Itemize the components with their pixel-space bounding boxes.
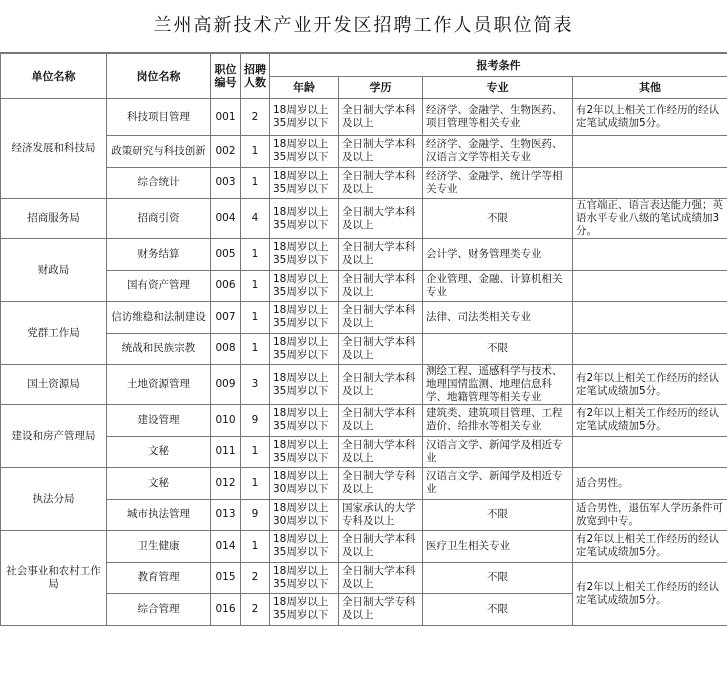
- table-row: [1, 468, 727, 500]
- major-cell: 汉语言文学、新闻学及相近专业: [423, 468, 573, 500]
- education-cell: 全日制大学本科及以上: [339, 136, 423, 168]
- age-cell: 18周岁以上35周岁以下: [270, 270, 339, 302]
- education-cell: 全日制大学本科及以上: [339, 167, 423, 199]
- education-cell: 国家承认的大学专科及以上: [339, 499, 423, 531]
- count-cell: 1: [241, 302, 270, 334]
- education-cell: 全日制大学本科及以上: [339, 562, 423, 594]
- position-cell: 政策研究与科技创新: [107, 136, 211, 168]
- major-cell: 医疗卫生相关专业: [423, 531, 573, 563]
- count-cell: 2: [241, 594, 270, 626]
- education-cell: 全日制大学本科及以上: [339, 99, 423, 136]
- other-cell: [573, 167, 727, 199]
- unit-name-cell: 财政局: [1, 239, 107, 302]
- major-cell: 经济学、金融学、统计学等相关专业: [423, 167, 573, 199]
- other-cell: 适合男性，退伍军人学历条件可放宽到中专。: [573, 499, 727, 531]
- table-row: [1, 239, 727, 271]
- major-cell: 企业管理、金融、计算机相关专业: [423, 270, 573, 302]
- code-cell: 014: [211, 531, 241, 563]
- age-cell: 18周岁以上35周岁以下: [270, 531, 339, 563]
- other-cell: [573, 302, 727, 334]
- header-conditions: 报考条件: [270, 54, 727, 77]
- education-cell: 全日制大学本科及以上: [339, 405, 423, 437]
- major-cell: 不限: [423, 499, 573, 531]
- major-cell: 不限: [423, 199, 573, 239]
- major-cell: 法律、司法类相关专业: [423, 302, 573, 334]
- count-cell: 2: [241, 99, 270, 136]
- code-cell: 010: [211, 405, 241, 437]
- unit-name-cell: 社会事业和农村工作局: [1, 531, 107, 626]
- header-count: 招聘人数: [241, 54, 270, 99]
- major-cell: 会计学、财务管理类专业: [423, 239, 573, 271]
- unit-name-cell: 建设和房产管理局: [1, 405, 107, 468]
- position-cell: 城市执法管理: [107, 499, 211, 531]
- count-cell: 9: [241, 499, 270, 531]
- other-cell: [573, 436, 727, 468]
- code-cell: 003: [211, 167, 241, 199]
- education-cell: 全日制大学专科及以上: [339, 594, 423, 626]
- position-cell: 文秘: [107, 468, 211, 500]
- age-cell: 18周岁以上35周岁以下: [270, 562, 339, 594]
- code-cell: 001: [211, 99, 241, 136]
- count-cell: 1: [241, 270, 270, 302]
- education-cell: 全日制大学本科及以上: [339, 436, 423, 468]
- education-cell: 全日制大学本科及以上: [339, 239, 423, 271]
- other-cell: 有2年以上相关工作经历的经认定笔试成绩加5分。: [573, 531, 727, 563]
- position-cell: 财务结算: [107, 239, 211, 271]
- count-cell: 1: [241, 167, 270, 199]
- other-cell: 有2年以上相关工作经历的经认定笔试成绩加5分。: [573, 99, 727, 136]
- position-cell: 信访维稳和法制建设: [107, 302, 211, 334]
- position-cell: 统战和民族宗教: [107, 333, 211, 365]
- count-cell: 1: [241, 531, 270, 563]
- other-cell: 有2年以上相关工作经历的经认定笔试成绩加5分。: [573, 365, 727, 405]
- major-cell: 经济学、金融学、生物医药、汉语言文学等相关专业: [423, 136, 573, 168]
- education-cell: 全日制大学本科及以上: [339, 270, 423, 302]
- table-row: [1, 365, 727, 405]
- unit-name-cell: 执法分局: [1, 468, 107, 531]
- position-cell: 招商引资: [107, 199, 211, 239]
- other-cell: [573, 136, 727, 168]
- position-cell: 建设管理: [107, 405, 211, 437]
- table-row: [1, 302, 727, 334]
- count-cell: 1: [241, 333, 270, 365]
- age-cell: 18周岁以上30周岁以下: [270, 499, 339, 531]
- code-cell: 002: [211, 136, 241, 168]
- age-cell: 18周岁以上35周岁以下: [270, 302, 339, 334]
- position-cell: 科技项目管理: [107, 99, 211, 136]
- count-cell: 3: [241, 365, 270, 405]
- age-cell: 18周岁以上35周岁以下: [270, 594, 339, 626]
- other-cell: [573, 333, 727, 365]
- count-cell: 2: [241, 562, 270, 594]
- position-cell: 综合管理: [107, 594, 211, 626]
- count-cell: 4: [241, 199, 270, 239]
- code-cell: 008: [211, 333, 241, 365]
- age-cell: 18周岁以上35周岁以下: [270, 365, 339, 405]
- count-cell: 1: [241, 136, 270, 168]
- age-cell: 18周岁以上35周岁以下: [270, 99, 339, 136]
- code-cell: 005: [211, 239, 241, 271]
- other-cell: 有2年以上相关工作经历的经认定笔试成绩加5分。: [573, 562, 727, 625]
- header-code: 职位编号: [211, 54, 241, 99]
- code-cell: 007: [211, 302, 241, 334]
- major-cell: 经济学、金融学、生物医药、项目管理等相关专业: [423, 99, 573, 136]
- code-cell: 016: [211, 594, 241, 626]
- unit-name-cell: 国土资源局: [1, 365, 107, 405]
- table-row: [1, 562, 727, 594]
- table-row: [1, 499, 727, 531]
- position-cell: 卫生健康: [107, 531, 211, 563]
- table-row: [1, 531, 727, 563]
- major-cell: 汉语言文学、新闻学及相近专业: [423, 436, 573, 468]
- education-cell: 全日制大学本科及以上: [339, 199, 423, 239]
- position-cell: 国有资产管理: [107, 270, 211, 302]
- unit-name-cell: 招商服务局: [1, 199, 107, 239]
- age-cell: 18周岁以上35周岁以下: [270, 199, 339, 239]
- code-cell: 011: [211, 436, 241, 468]
- page-title: 兰州高新技术产业开发区招聘工作人员职位简表: [0, 0, 727, 53]
- count-cell: 1: [241, 436, 270, 468]
- count-cell: 1: [241, 468, 270, 500]
- education-cell: 全日制大学本科及以上: [339, 302, 423, 334]
- age-cell: 18周岁以上35周岁以下: [270, 239, 339, 271]
- code-cell: 009: [211, 365, 241, 405]
- education-cell: 全日制大学专科及以上: [339, 468, 423, 500]
- major-cell: 不限: [423, 333, 573, 365]
- age-cell: 18周岁以上35周岁以下: [270, 167, 339, 199]
- header-age: 年龄: [270, 77, 339, 99]
- header-other: 其他: [573, 77, 727, 99]
- table-row: [1, 436, 727, 468]
- age-cell: 18周岁以上35周岁以下: [270, 333, 339, 365]
- education-cell: 全日制大学本科及以上: [339, 365, 423, 405]
- header-position: 岗位名称: [107, 54, 211, 99]
- other-cell: [573, 270, 727, 302]
- unit-name-cell: 经济发展和科技局: [1, 99, 107, 199]
- major-cell: 测绘工程、遥感科学与技术、地理国情监测、地理信息科学、地籍管理等相关专业: [423, 365, 573, 405]
- code-cell: 012: [211, 468, 241, 500]
- position-cell: 文秘: [107, 436, 211, 468]
- code-cell: 013: [211, 499, 241, 531]
- major-cell: 不限: [423, 562, 573, 594]
- age-cell: 18周岁以上35周岁以下: [270, 436, 339, 468]
- other-cell: 五官端正、语言表达能力强；英语水平专业八级的笔试成绩加3分。: [573, 199, 727, 239]
- code-cell: 015: [211, 562, 241, 594]
- other-cell: [573, 239, 727, 271]
- major-cell: 建筑类、建筑项目管理、工程造价、给排水等相关专业: [423, 405, 573, 437]
- code-cell: 006: [211, 270, 241, 302]
- table-row: [1, 136, 727, 168]
- unit-name-cell: 党群工作局: [1, 302, 107, 365]
- count-cell: 1: [241, 239, 270, 271]
- table-row: [1, 199, 727, 239]
- header-education: 学历: [339, 77, 423, 99]
- header-unit: 单位名称: [1, 54, 107, 99]
- position-cell: 综合统计: [107, 167, 211, 199]
- code-cell: 004: [211, 199, 241, 239]
- count-cell: 9: [241, 405, 270, 437]
- table-row: [1, 405, 727, 437]
- other-cell: 有2年以上相关工作经历的经认定笔试成绩加5分。: [573, 405, 727, 437]
- table-row: [1, 99, 727, 136]
- positions-table: [0, 53, 727, 626]
- age-cell: 18周岁以上35周岁以下: [270, 136, 339, 168]
- table-row: [1, 270, 727, 302]
- other-cell: 适合男性。: [573, 468, 727, 500]
- age-cell: 18周岁以上35周岁以下: [270, 405, 339, 437]
- position-cell: 土地资源管理: [107, 365, 211, 405]
- education-cell: 全日制大学本科及以上: [339, 333, 423, 365]
- education-cell: 全日制大学本科及以上: [339, 531, 423, 563]
- age-cell: 18周岁以上30周岁以下: [270, 468, 339, 500]
- major-cell: 不限: [423, 594, 573, 626]
- table-row: [1, 167, 727, 199]
- table-row: [1, 333, 727, 365]
- position-cell: 教育管理: [107, 562, 211, 594]
- header-major: 专业: [423, 77, 573, 99]
